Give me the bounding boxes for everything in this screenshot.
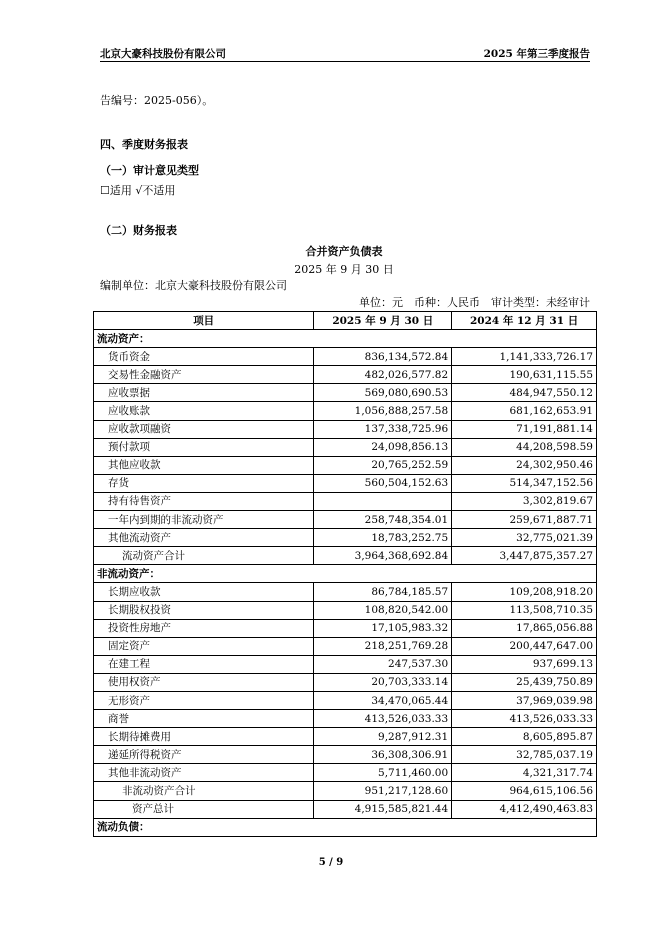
value-2024: 413,526,033.33 bbox=[452, 710, 597, 728]
value-2024: 109,208,918.20 bbox=[452, 583, 597, 601]
value-2025: 18,783,252.75 bbox=[314, 529, 452, 547]
value-2025: 5,711,460.00 bbox=[314, 764, 452, 782]
value-2025 bbox=[314, 492, 452, 510]
value-2025: 86,784,185.57 bbox=[314, 583, 452, 601]
table-title: 合并资产负债表 bbox=[305, 245, 383, 258]
table-row bbox=[94, 764, 597, 782]
value-2025: 3,964,368,692.84 bbox=[314, 547, 452, 565]
statements-title: （二）财务报表 bbox=[100, 224, 177, 237]
table-row bbox=[94, 474, 597, 492]
value-2025: 1,056,888,257.58 bbox=[314, 402, 452, 420]
value-2024: 32,775,021.39 bbox=[452, 529, 597, 547]
table-row bbox=[94, 511, 597, 529]
value-2025: 218,251,769.28 bbox=[314, 637, 452, 655]
column-header-2025: 2025 年 9 月 30 日 bbox=[314, 312, 452, 330]
table-row bbox=[94, 402, 597, 420]
row-label: 无形资产 bbox=[94, 691, 314, 709]
row-label: 其他流动资产 bbox=[94, 529, 314, 547]
value-2024: 681,162,653.91 bbox=[452, 402, 597, 420]
table-row bbox=[94, 583, 597, 601]
value-2024: 1,141,333,726.17 bbox=[452, 348, 597, 366]
value-2025: 9,287,912.31 bbox=[314, 728, 452, 746]
table-row bbox=[94, 547, 597, 565]
row-label: 长期股权投资 bbox=[94, 601, 314, 619]
table-header-row bbox=[94, 312, 597, 330]
value-2025: 24,098,856.13 bbox=[314, 438, 452, 456]
table-row bbox=[94, 601, 597, 619]
value-2025: 34,470,065.44 bbox=[314, 691, 452, 709]
table-row bbox=[94, 384, 597, 402]
value-2024: 17,865,056.88 bbox=[452, 619, 597, 637]
row-label: 资产总计 bbox=[94, 800, 314, 818]
company-name: 北京大豪科技股份有限公司 bbox=[100, 48, 226, 60]
value-2025: 4,915,585,821.44 bbox=[314, 800, 452, 818]
value-2025: 836,134,572.84 bbox=[314, 348, 452, 366]
page-header bbox=[100, 43, 590, 62]
value-2024: 514,347,152.56 bbox=[452, 474, 597, 492]
audit-title: （一）审计意见类型 bbox=[100, 164, 199, 177]
table-row bbox=[94, 619, 597, 637]
table-row bbox=[94, 746, 597, 764]
section-label: 流动负债： bbox=[94, 818, 597, 836]
row-label: 交易性金融资产 bbox=[94, 366, 314, 384]
row-label: 非流动资产合计 bbox=[94, 782, 314, 800]
section-row bbox=[94, 818, 597, 836]
row-label: 存货 bbox=[94, 474, 314, 492]
value-2025: 36,308,306.91 bbox=[314, 746, 452, 764]
value-2024: 964,615,106.56 bbox=[452, 782, 597, 800]
value-2024: 32,785,037.19 bbox=[452, 746, 597, 764]
value-2025: 20,703,333.14 bbox=[314, 673, 452, 691]
value-2025: 482,026,577.82 bbox=[314, 366, 452, 384]
value-2024: 24,302,950.46 bbox=[452, 456, 597, 474]
row-label: 商誉 bbox=[94, 710, 314, 728]
value-2024: 8,605,895.87 bbox=[452, 728, 597, 746]
table-row bbox=[94, 691, 597, 709]
balance-sheet-table bbox=[93, 311, 597, 837]
value-2024: 37,969,039.98 bbox=[452, 691, 597, 709]
table-row bbox=[94, 782, 597, 800]
row-label: 投资性房地产 bbox=[94, 619, 314, 637]
row-label: 应收款项融资 bbox=[94, 420, 314, 438]
section-label: 非流动资产： bbox=[94, 565, 597, 583]
row-label: 流动资产合计 bbox=[94, 547, 314, 565]
column-header-2024: 2024 年 12 月 31 日 bbox=[452, 312, 597, 330]
table-row bbox=[94, 438, 597, 456]
value-2025: 560,504,152.63 bbox=[314, 474, 452, 492]
row-label: 固定资产 bbox=[94, 637, 314, 655]
row-label: 应收票据 bbox=[94, 384, 314, 402]
value-2024: 259,671,887.71 bbox=[452, 511, 597, 529]
section-label: 流动资产： bbox=[94, 330, 597, 348]
value-2024: 190,631,115.55 bbox=[452, 366, 597, 384]
row-label: 在建工程 bbox=[94, 655, 314, 673]
table-row bbox=[94, 420, 597, 438]
value-2024: 71,191,881.14 bbox=[452, 420, 597, 438]
section-row bbox=[94, 565, 597, 583]
value-2024: 113,508,710.35 bbox=[452, 601, 597, 619]
table-row bbox=[94, 673, 597, 691]
row-label: 持有待售资产 bbox=[94, 492, 314, 510]
table-row bbox=[94, 456, 597, 474]
row-label: 货币资金 bbox=[94, 348, 314, 366]
value-2024: 200,447,647.00 bbox=[452, 637, 597, 655]
table-row bbox=[94, 529, 597, 547]
table-row bbox=[94, 348, 597, 366]
table-row bbox=[94, 492, 597, 510]
page-number: 5 / 9 bbox=[318, 857, 344, 868]
row-label: 使用权资产 bbox=[94, 673, 314, 691]
value-2025: 413,526,033.33 bbox=[314, 710, 452, 728]
value-2025: 951,217,128.60 bbox=[314, 782, 452, 800]
audit-options: ☐适用 √不适用 bbox=[100, 184, 176, 197]
intro-line: 告编号：2025-056）。 bbox=[100, 94, 214, 107]
value-2025: 137,338,725.96 bbox=[314, 420, 452, 438]
row-label: 其他应收款 bbox=[94, 456, 314, 474]
row-label: 一年内到期的非流动资产 bbox=[94, 511, 314, 529]
table-row bbox=[94, 710, 597, 728]
value-2024: 4,321,317.74 bbox=[452, 764, 597, 782]
value-2025: 569,080,690.53 bbox=[314, 384, 452, 402]
value-2025: 258,748,354.01 bbox=[314, 511, 452, 529]
row-label: 长期待摊费用 bbox=[94, 728, 314, 746]
row-label: 其他非流动资产 bbox=[94, 764, 314, 782]
section-title: 四、季度财务报表 bbox=[100, 138, 188, 151]
value-2024: 3,302,819.67 bbox=[452, 492, 597, 510]
value-2024: 484,947,550.12 bbox=[452, 384, 597, 402]
value-2024: 937,699.13 bbox=[452, 655, 597, 673]
table-row bbox=[94, 728, 597, 746]
table-row bbox=[94, 800, 597, 818]
value-2025: 108,820,542.00 bbox=[314, 601, 452, 619]
prepared-by: 编制单位：北京大豪科技股份有限公司 bbox=[100, 279, 287, 292]
row-label: 递延所得税资产 bbox=[94, 746, 314, 764]
table-date: 2025 年 9 月 30 日 bbox=[294, 263, 394, 276]
row-label: 应收账款 bbox=[94, 402, 314, 420]
value-2024: 4,412,490,463.83 bbox=[452, 800, 597, 818]
section-row bbox=[94, 330, 597, 348]
row-label: 预付款项 bbox=[94, 438, 314, 456]
table-row bbox=[94, 655, 597, 673]
value-2025: 247,537.30 bbox=[314, 655, 452, 673]
value-2025: 20,765,252.59 bbox=[314, 456, 452, 474]
report-title: 2025 年第三季度报告 bbox=[483, 48, 590, 60]
value-2025: 17,105,983.32 bbox=[314, 619, 452, 637]
value-2024: 25,439,750.89 bbox=[452, 673, 597, 691]
row-label: 长期应收款 bbox=[94, 583, 314, 601]
units-line: 单位：元 币种：人民币 审计类型：未经审计 bbox=[359, 296, 590, 309]
value-2024: 3,447,875,357.27 bbox=[452, 547, 597, 565]
table-row bbox=[94, 637, 597, 655]
table-row bbox=[94, 366, 597, 384]
value-2024: 44,208,598.59 bbox=[452, 438, 597, 456]
column-header-item: 项目 bbox=[94, 312, 314, 330]
